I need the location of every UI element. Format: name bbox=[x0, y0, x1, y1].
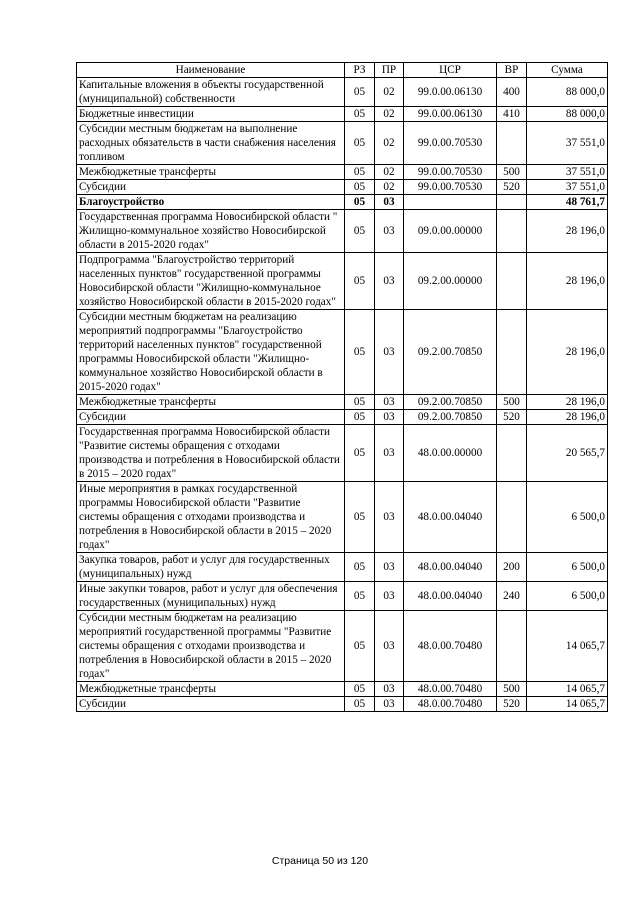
cell-vr: 200 bbox=[497, 553, 527, 582]
cell-rz: 05 bbox=[345, 210, 375, 253]
cell-sum: 28 196,0 bbox=[527, 310, 608, 395]
table-row bbox=[77, 253, 608, 310]
cell-csr: 48.0.00.70480 bbox=[404, 697, 497, 712]
cell-vr bbox=[497, 195, 527, 210]
cell-sum: 6 500,0 bbox=[527, 582, 608, 611]
cell-csr: 48.0.00.04040 bbox=[404, 582, 497, 611]
cell-rz: 05 bbox=[345, 395, 375, 410]
cell-csr bbox=[404, 195, 497, 210]
cell-name: Государственная программа Новосибирской области "Развитие системы обращения с отходами производства и потребления в Новосибирской области в 2015 – 2020 годах" bbox=[77, 425, 345, 482]
cell-sum: 14 065,7 bbox=[527, 697, 608, 712]
table-row bbox=[77, 425, 608, 482]
header-name: Наименование bbox=[77, 63, 345, 78]
cell-rz: 05 bbox=[345, 553, 375, 582]
cell-pr: 02 bbox=[375, 107, 404, 122]
cell-pr: 03 bbox=[375, 582, 404, 611]
cell-name: Благоустройство bbox=[77, 195, 345, 210]
table-row bbox=[77, 165, 608, 180]
cell-vr: 500 bbox=[497, 682, 527, 697]
cell-name: Межбюджетные трансферты bbox=[77, 165, 345, 180]
cell-pr: 03 bbox=[375, 410, 404, 425]
cell-csr: 48.0.00.04040 bbox=[404, 553, 497, 582]
table-row bbox=[77, 210, 608, 253]
table-row bbox=[77, 682, 608, 697]
cell-vr bbox=[497, 122, 527, 165]
cell-csr: 48.0.00.04040 bbox=[404, 482, 497, 553]
header-csr: ЦСР bbox=[404, 63, 497, 78]
table-row bbox=[77, 395, 608, 410]
cell-sum: 6 500,0 bbox=[527, 482, 608, 553]
cell-name: Субсидии bbox=[77, 180, 345, 195]
cell-sum: 28 196,0 bbox=[527, 210, 608, 253]
table-row bbox=[77, 78, 608, 107]
cell-pr: 03 bbox=[375, 682, 404, 697]
cell-rz: 05 bbox=[345, 107, 375, 122]
cell-csr: 09.2.00.00000 bbox=[404, 253, 497, 310]
cell-pr: 02 bbox=[375, 122, 404, 165]
cell-vr: 520 bbox=[497, 697, 527, 712]
cell-sum: 88 000,0 bbox=[527, 78, 608, 107]
cell-sum: 28 196,0 bbox=[527, 395, 608, 410]
cell-vr bbox=[497, 310, 527, 395]
table-row bbox=[77, 180, 608, 195]
header-sum: Сумма bbox=[527, 63, 608, 78]
cell-csr: 48.0.00.00000 bbox=[404, 425, 497, 482]
cell-pr: 03 bbox=[375, 697, 404, 712]
cell-pr: 03 bbox=[375, 310, 404, 395]
cell-name: Субсидии bbox=[77, 697, 345, 712]
cell-sum: 48 761,7 bbox=[527, 195, 608, 210]
cell-rz: 05 bbox=[345, 78, 375, 107]
cell-vr bbox=[497, 425, 527, 482]
cell-name: Иные мероприятия в рамках государственной программы Новосибирской области "Развитие системы обращения с отходами производства и потребления в Новосибирской области в 2015 – 2020 годах" bbox=[77, 482, 345, 553]
cell-vr bbox=[497, 210, 527, 253]
cell-name: Субсидии bbox=[77, 410, 345, 425]
table-row bbox=[77, 195, 608, 210]
cell-name: Субсидии местным бюджетам на реализацию мероприятий подпрограммы "Благоустройство территорий населенных пунктов" государственной программы Новосибирской области "Жилищно-коммунальное хозяйство Новосибирской области в 2015-2020 годах" bbox=[77, 310, 345, 395]
header-row bbox=[77, 63, 608, 78]
cell-rz: 05 bbox=[345, 195, 375, 210]
cell-vr bbox=[497, 253, 527, 310]
cell-rz: 05 bbox=[345, 180, 375, 195]
cell-sum: 20 565,7 bbox=[527, 425, 608, 482]
cell-sum: 37 551,0 bbox=[527, 180, 608, 195]
cell-pr: 03 bbox=[375, 195, 404, 210]
cell-csr: 48.0.00.70480 bbox=[404, 611, 497, 682]
cell-rz: 05 bbox=[345, 165, 375, 180]
cell-pr: 02 bbox=[375, 165, 404, 180]
cell-csr: 09.2.00.70850 bbox=[404, 310, 497, 395]
cell-name: Подпрограмма "Благоустройство территорий населенных пунктов" государственной программы Новосибирской области "Жилищно-коммунальное хозяйство Новосибирской области в 2015-2020 годах" bbox=[77, 253, 345, 310]
cell-sum: 37 551,0 bbox=[527, 122, 608, 165]
cell-rz: 05 bbox=[345, 425, 375, 482]
cell-pr: 03 bbox=[375, 611, 404, 682]
cell-rz: 05 bbox=[345, 122, 375, 165]
page-number: Страница 50 из 120 bbox=[271, 855, 369, 867]
cell-rz: 05 bbox=[345, 482, 375, 553]
cell-pr: 03 bbox=[375, 395, 404, 410]
table-row bbox=[77, 107, 608, 122]
table-row bbox=[77, 611, 608, 682]
header-pr: ПР bbox=[375, 63, 404, 78]
cell-csr: 48.0.00.70480 bbox=[404, 682, 497, 697]
cell-vr: 520 bbox=[497, 180, 527, 195]
cell-rz: 05 bbox=[345, 253, 375, 310]
cell-pr: 03 bbox=[375, 210, 404, 253]
cell-sum: 28 196,0 bbox=[527, 253, 608, 310]
cell-vr: 240 bbox=[497, 582, 527, 611]
cell-csr: 09.0.00.00000 bbox=[404, 210, 497, 253]
cell-sum: 88 000,0 bbox=[527, 107, 608, 122]
cell-csr: 99.0.00.70530 bbox=[404, 165, 497, 180]
cell-pr: 02 bbox=[375, 78, 404, 107]
cell-pr: 02 bbox=[375, 180, 404, 195]
cell-csr: 09.2.00.70850 bbox=[404, 395, 497, 410]
cell-name: Иные закупки товаров, работ и услуг для обеспечения государственных (муниципальных) нужд bbox=[77, 582, 345, 611]
cell-vr: 410 bbox=[497, 107, 527, 122]
cell-pr: 03 bbox=[375, 425, 404, 482]
table-row bbox=[77, 697, 608, 712]
cell-csr: 09.2.00.70850 bbox=[404, 410, 497, 425]
cell-pr: 03 bbox=[375, 253, 404, 310]
cell-name: Субсидии местным бюджетам на выполнение расходных обязательств в части снабжения населения топливом bbox=[77, 122, 345, 165]
cell-vr: 500 bbox=[497, 395, 527, 410]
cell-csr: 99.0.00.06130 bbox=[404, 78, 497, 107]
cell-pr: 03 bbox=[375, 553, 404, 582]
cell-sum: 28 196,0 bbox=[527, 410, 608, 425]
cell-rz: 05 bbox=[345, 682, 375, 697]
cell-vr bbox=[497, 482, 527, 553]
cell-rz: 05 bbox=[345, 582, 375, 611]
cell-name: Закупка товаров, работ и услуг для государственных (муниципальных) нужд bbox=[77, 553, 345, 582]
cell-vr: 400 bbox=[497, 78, 527, 107]
table-row bbox=[77, 582, 608, 611]
table-row bbox=[77, 410, 608, 425]
cell-name: Капитальные вложения в объекты государственной (муниципальной) собственности bbox=[77, 78, 345, 107]
cell-vr: 520 bbox=[497, 410, 527, 425]
cell-sum: 6 500,0 bbox=[527, 553, 608, 582]
cell-rz: 05 bbox=[345, 410, 375, 425]
cell-name: Субсидии местным бюджетам на реализацию мероприятий государственной программы "Развитие системы обращения с отходами производства и потребления в Новосибирской области в 2015 – 2020 годах" bbox=[77, 611, 345, 682]
budget-table bbox=[76, 62, 608, 712]
header-vr: ВР bbox=[497, 63, 527, 78]
cell-name: Бюджетные инвестиции bbox=[77, 107, 345, 122]
cell-rz: 05 bbox=[345, 611, 375, 682]
cell-rz: 05 bbox=[345, 310, 375, 395]
cell-name: Государственная программа Новосибирской области " Жилищно-коммунальное хозяйство Новосибирской области в 2015-2020 годах" bbox=[77, 210, 345, 253]
cell-rz: 05 bbox=[345, 697, 375, 712]
cell-vr: 500 bbox=[497, 165, 527, 180]
cell-csr: 99.0.00.06130 bbox=[404, 107, 497, 122]
cell-csr: 99.0.00.70530 bbox=[404, 122, 497, 165]
cell-name: Межбюджетные трансферты bbox=[77, 682, 345, 697]
cell-sum: 37 551,0 bbox=[527, 165, 608, 180]
table-row bbox=[77, 553, 608, 582]
cell-sum: 14 065,7 bbox=[527, 682, 608, 697]
cell-pr: 03 bbox=[375, 482, 404, 553]
table-row bbox=[77, 122, 608, 165]
cell-csr: 99.0.00.70530 bbox=[404, 180, 497, 195]
cell-vr bbox=[497, 611, 527, 682]
table-row bbox=[77, 482, 608, 553]
header-rz: РЗ bbox=[345, 63, 375, 78]
table-row bbox=[77, 310, 608, 395]
cell-name: Межбюджетные трансферты bbox=[77, 395, 345, 410]
cell-sum: 14 065,7 bbox=[527, 611, 608, 682]
table-body bbox=[77, 78, 608, 712]
